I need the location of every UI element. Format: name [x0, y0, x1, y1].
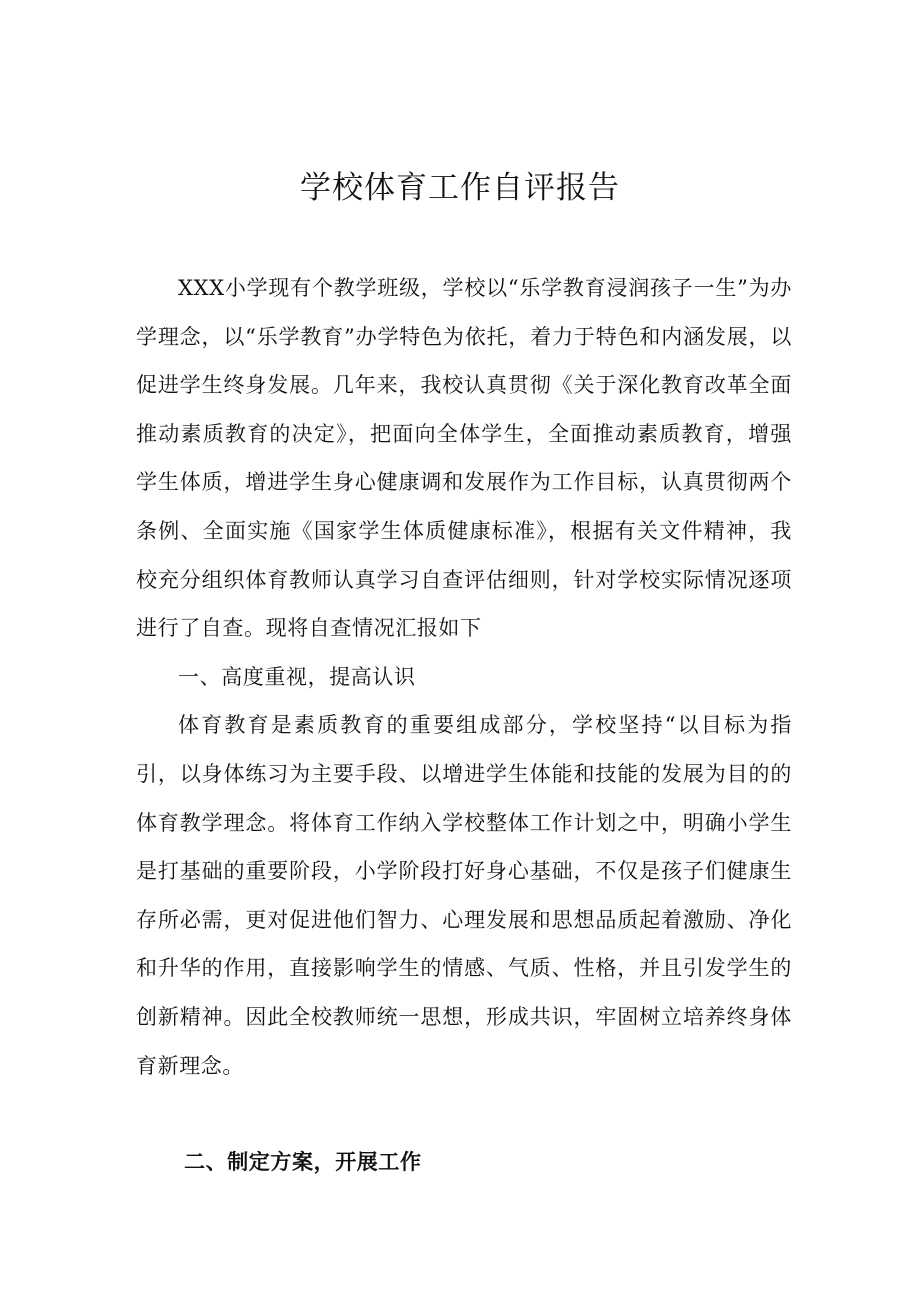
document-body — [136, 264, 792, 1090]
section-1-heading: 一、高度重视，提高认识 — [178, 664, 416, 689]
section-2-heading: 二、制定方案，开展工作 — [184, 1150, 422, 1174]
document-title: 学校体育工作自评报告 — [300, 170, 620, 206]
section-1-paragraph: 体育教育是素质教育的重要组成部分，学校坚持“以目标为指引，以身体练习为主要手段、以增进学生体能和技能的发展为目的的体育教学理念。将体育工作纳入学校整体工作计划之中，明确小学生是打基础的重要阶段，小学阶段打好身心基础，不仅是孩子们健康生存所必需，更对促进他们智力、心理发展和思想品质起着激励、净化和升华的作用，直接影响学生的情感、气质、性格，并且引发学生的创新精神。因此全校教师统一思想，形成共识，牢固树立培养终身体育新理念。 — [136, 713, 792, 1078]
intro-paragraph: XXX小学现有个教学班级，学校以“乐学教育浸润孩子一生”为办学理念，以“乐学教育”办学特色为依托，着力于特色和内涵发展，以促进学生终身发展。几年来，我校认真贯彻《关于深化教育改革全面推动素质教育的决定》，把面向全体学生，全面推动素质教育，增强学生体质，增进学生身心健康调和发展作为工作目标，认真贯彻两个条例、全面实施《国家学生体质健康标准》，根据有关文件精神，我校充分组织体育教师认真学习自查评估细则，针对学校实际情况逐项进行了自查。现将自查情况汇报如下 — [136, 276, 792, 641]
